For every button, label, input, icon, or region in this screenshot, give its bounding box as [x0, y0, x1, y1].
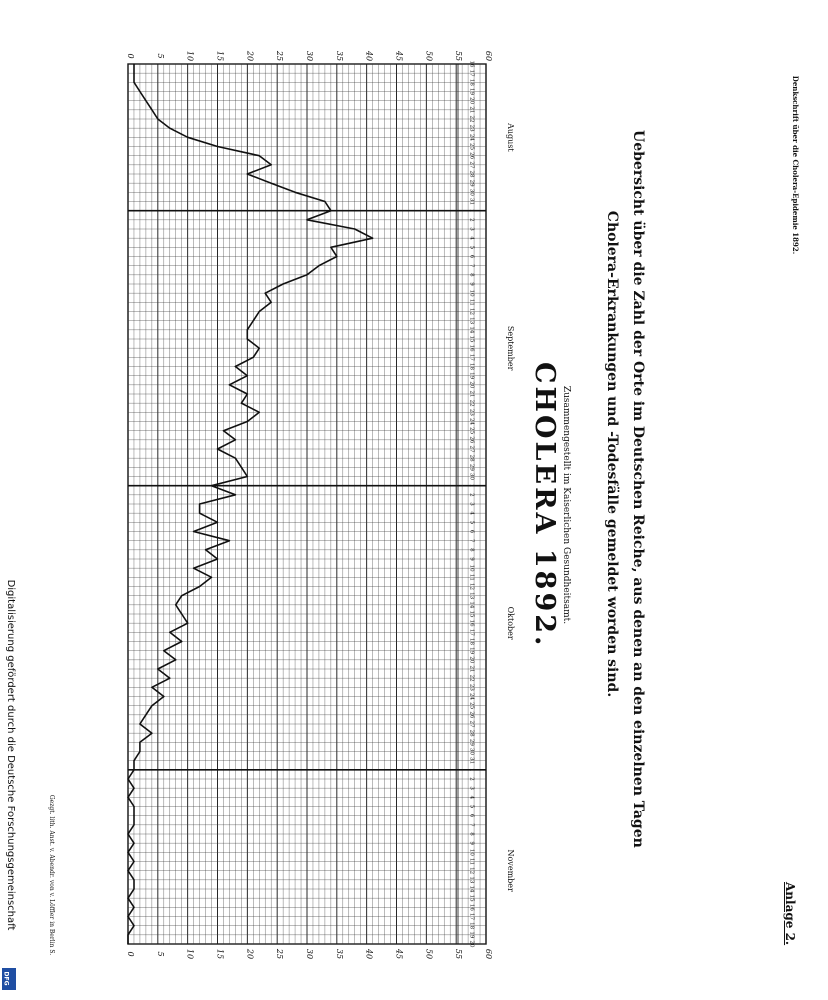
tick-label-top: 60: [484, 50, 493, 62]
page-title: CHOLERA 1892.: [529, 362, 560, 649]
data-point: [157, 668, 158, 669]
day-label: 18: [468, 363, 475, 370]
day-label: 19: [468, 931, 475, 939]
day-label: 5: [468, 245, 475, 250]
day-label: 23: [468, 683, 475, 691]
dfg-logo-text: DFG: [2, 971, 10, 986]
day-label: 14: [468, 885, 475, 893]
day-label: 15: [468, 610, 475, 618]
data-point: [163, 696, 164, 697]
subtitle-line-2: Cholera-Erkrankungen und -Todesfälle gemeldet worden sind.: [604, 210, 620, 698]
tick-label-top: 30: [305, 50, 314, 62]
day-label: 24: [468, 133, 475, 141]
day-label: 12: [468, 867, 475, 875]
day-label: 9: [468, 841, 475, 845]
data-point: [253, 357, 254, 358]
data-point: [133, 769, 134, 770]
day-label: 2: [468, 777, 475, 781]
data-point: [205, 549, 206, 550]
data-point: [133, 806, 134, 807]
data-point: [199, 513, 200, 514]
tick-label-bottom: 30: [305, 948, 314, 960]
data-point: [229, 384, 230, 385]
day-label: 17: [468, 69, 475, 77]
day-label: 13: [468, 876, 475, 884]
dfg-logo: [2, 968, 16, 990]
day-label: 24: [468, 693, 475, 700]
data-point: [199, 586, 200, 587]
day-label: 26: [468, 436, 475, 444]
tick-label-top: 15: [215, 50, 225, 62]
day-label: 4: [468, 236, 475, 240]
day-label: 28: [468, 454, 475, 462]
tick-label-top: 10: [185, 50, 195, 62]
month-label: September: [506, 325, 515, 371]
data-point: [330, 247, 331, 248]
day-label: 4: [468, 511, 475, 515]
data-point: [133, 843, 134, 844]
day-label: 27: [468, 720, 475, 728]
day-label: 3: [468, 786, 475, 790]
data-point: [139, 723, 140, 724]
data-point: [133, 73, 134, 74]
data-point: [241, 403, 242, 404]
data-point: [247, 338, 248, 339]
data-point: [193, 568, 194, 569]
tick-label-bottom: 0: [126, 951, 135, 957]
data-point: [217, 448, 218, 449]
day-label: 9: [468, 557, 475, 561]
day-label: 31: [468, 757, 475, 765]
day-label: 23: [468, 408, 475, 416]
day-label: 19: [468, 372, 475, 380]
data-point: [127, 870, 128, 871]
day-label: 7: [468, 263, 475, 268]
data-point: [127, 934, 128, 935]
data-point: [259, 155, 260, 156]
day-label: 18: [468, 638, 475, 645]
data-point: [175, 659, 176, 660]
day-label: 1: [468, 768, 475, 772]
data-point: [181, 613, 182, 614]
tick-label-top: 5: [155, 53, 165, 59]
data-point: [229, 540, 230, 541]
tick-label-bottom: 55: [454, 948, 464, 960]
day-label: 13: [468, 317, 475, 325]
tick-label-bottom: 10: [185, 948, 195, 960]
data-point: [127, 797, 128, 798]
day-label: 20: [468, 656, 475, 664]
day-label: 19: [468, 88, 475, 95]
tick-label-bottom: 15: [215, 948, 225, 960]
tick-label-bottom: 45: [394, 948, 404, 960]
data-point: [133, 888, 134, 889]
data-point: [133, 760, 134, 761]
day-label: 5: [468, 804, 475, 809]
day-label: 24: [468, 418, 475, 425]
engraver-note: Gezgt. lith. Anst. v. Abendr. von v. Löffler in Berlin S.: [48, 794, 55, 956]
data-point: [187, 137, 188, 138]
day-label: 1: [468, 483, 475, 488]
day-label: 6: [468, 813, 475, 818]
day-label: 11: [468, 858, 475, 865]
day-label: 26: [468, 711, 475, 719]
data-point: [127, 943, 128, 944]
data-point: [127, 898, 128, 899]
data-point: [354, 228, 355, 229]
data-point: [235, 458, 236, 459]
data-point: [133, 63, 134, 64]
data-point: [199, 503, 200, 504]
day-label: 7: [468, 823, 475, 827]
chart-month-labels: [506, 122, 515, 892]
day-label: 8: [468, 273, 475, 277]
day-label: 29: [468, 463, 475, 471]
data-point: [306, 274, 307, 275]
day-label: 4: [468, 795, 475, 800]
header-note: Denkschrift über die Cholera-Epidemie 1892.: [791, 75, 800, 255]
day-label: 29: [468, 179, 475, 187]
data-point: [306, 219, 307, 220]
data-point: [336, 256, 337, 257]
funding-note: Digitalisierung gefördert durch die Deutsche Forschungsgemeinschaft: [5, 579, 16, 931]
data-point: [133, 925, 134, 926]
data-point: [271, 302, 272, 303]
day-label: 27: [468, 161, 475, 169]
data-point: [247, 421, 248, 422]
tick-label-top: 55: [454, 50, 464, 62]
day-label: 3: [468, 227, 475, 231]
data-point: [247, 173, 248, 174]
data-point: [181, 641, 182, 642]
day-label: 16: [468, 60, 475, 68]
data-point: [133, 861, 134, 862]
data-point: [235, 439, 236, 440]
day-label: 14: [468, 326, 475, 334]
data-point: [247, 375, 248, 376]
data-point: [145, 714, 146, 715]
data-point: [127, 916, 128, 917]
data-point: [247, 476, 248, 477]
data-point: [247, 329, 248, 330]
day-label: 17: [468, 628, 475, 636]
tick-label-bottom: 5: [155, 951, 165, 957]
day-label: 16: [468, 619, 475, 627]
tick-label-bottom: 50: [424, 948, 434, 960]
data-point: [133, 824, 134, 825]
day-label: 20: [468, 940, 475, 948]
data-point: [157, 118, 158, 119]
day-label: 5: [468, 520, 475, 525]
data-point: [318, 265, 319, 266]
data-point: [151, 705, 152, 706]
data-point: [223, 430, 224, 431]
data-point: [139, 742, 140, 743]
day-label: 21: [468, 106, 475, 114]
data-point: [253, 320, 254, 321]
data-point: [235, 366, 236, 367]
day-label: 12: [468, 308, 475, 315]
data-point: [163, 650, 164, 651]
day-label: 19: [468, 647, 475, 655]
day-label: 17: [468, 913, 475, 920]
data-point: [259, 412, 260, 413]
day-label: 10: [468, 564, 475, 572]
tick-label-top: 25: [275, 50, 285, 62]
data-point: [294, 192, 295, 193]
data-point: [265, 293, 266, 294]
tick-label-top: 45: [394, 50, 404, 62]
day-label: 31: [468, 198, 475, 205]
day-label: 9: [468, 282, 475, 286]
data-point: [217, 146, 218, 147]
subtitle-line-1: Uebersicht über die Zahl der Orte im Deutschen Reiche, aus denen an den einzelnen Tagen: [630, 130, 646, 848]
data-point: [193, 531, 194, 532]
day-label: 25: [468, 427, 475, 435]
data-point: [271, 183, 272, 184]
data-point: [127, 852, 128, 853]
data-point: [175, 604, 176, 605]
appendix-label: Anlage 2.: [783, 882, 797, 946]
day-label: 16: [468, 344, 475, 352]
data-point: [133, 788, 134, 789]
tick-label-top: 50: [424, 50, 434, 62]
day-label: 11: [468, 298, 475, 306]
compiled-by-note: Zusammengestellt im Kaiserlichen Gesundheitsamt.: [561, 385, 571, 625]
chart-tick-labels: [126, 50, 493, 959]
data-point: [372, 238, 373, 239]
tick-label-bottom: 35: [334, 948, 344, 960]
day-label: 17: [468, 353, 475, 361]
data-point: [169, 128, 170, 129]
day-label: 20: [468, 381, 475, 389]
day-label: 23: [468, 124, 475, 132]
day-label: 30: [468, 473, 475, 480]
day-label: 25: [468, 702, 475, 710]
day-label: 28: [468, 729, 475, 737]
data-point: [151, 733, 152, 734]
data-point: [133, 815, 134, 816]
chart-day-labels: [469, 61, 475, 948]
day-label: 7: [468, 538, 475, 543]
data-point: [181, 595, 182, 596]
day-label: 3: [468, 502, 475, 506]
data-point: [324, 201, 325, 202]
data-point: [241, 467, 242, 468]
tick-label-top: 40: [364, 50, 374, 62]
data-point: [169, 678, 170, 679]
day-label: 18: [468, 922, 475, 930]
data-point: [211, 577, 212, 578]
data-point: [217, 558, 218, 559]
day-label: 13: [468, 592, 475, 600]
data-point: [283, 283, 284, 284]
day-label: 25: [468, 143, 475, 150]
tick-label-bottom: 25: [275, 948, 285, 960]
data-point: [151, 687, 152, 688]
day-label: 20: [468, 97, 475, 105]
data-point: [247, 393, 248, 394]
data-point: [139, 91, 140, 92]
day-label: 8: [468, 548, 475, 552]
day-label: 16: [468, 903, 475, 911]
data-point: [217, 522, 218, 523]
day-label: 2: [468, 493, 475, 497]
day-label: 30: [468, 748, 475, 755]
tick-label-top: 35: [334, 50, 344, 62]
data-point: [133, 879, 134, 880]
data-point: [187, 623, 188, 624]
day-label: 10: [468, 848, 475, 856]
day-label: 15: [468, 894, 475, 902]
day-label: 1: [468, 208, 475, 213]
day-label: 2: [468, 218, 475, 222]
data-point: [139, 751, 140, 752]
day-label: 29: [468, 738, 475, 746]
data-point: [127, 833, 128, 834]
data-point: [169, 632, 170, 633]
day-label: 21: [468, 390, 475, 398]
day-label: 18: [468, 78, 475, 86]
tick-label-bottom: 40: [364, 948, 374, 960]
month-label: August: [506, 123, 515, 152]
day-label: 22: [468, 115, 475, 123]
tick-label-top: 20: [245, 50, 255, 62]
day-label: 8: [468, 832, 475, 836]
day-label: 12: [468, 583, 475, 590]
data-point: [133, 82, 134, 83]
month-label: Oktober: [506, 606, 515, 640]
day-label: 28: [468, 170, 475, 178]
month-label: November: [506, 849, 515, 892]
data-point: [151, 109, 152, 110]
data-point: [133, 907, 134, 908]
data-point: [145, 100, 146, 101]
day-label: 10: [468, 289, 475, 297]
day-label: 14: [468, 601, 475, 609]
data-point: [127, 778, 128, 779]
tick-label-top: 0: [126, 53, 135, 59]
day-label: 6: [468, 254, 475, 259]
day-label: 22: [468, 399, 475, 407]
data-point: [259, 311, 260, 312]
day-label: 27: [468, 445, 475, 453]
data-point: [211, 485, 212, 486]
tick-label-bottom: 20: [245, 948, 255, 960]
day-label: 6: [468, 529, 475, 534]
data-point: [235, 494, 236, 495]
data-point: [259, 348, 260, 349]
day-label: 22: [468, 674, 475, 682]
data-point: [330, 210, 331, 211]
day-label: 26: [468, 152, 475, 160]
day-label: 21: [468, 665, 475, 673]
day-label: 15: [468, 335, 475, 343]
day-label: 30: [468, 188, 475, 196]
data-point: [271, 164, 272, 165]
day-label: 11: [468, 573, 475, 581]
tick-label-bottom: 60: [484, 948, 493, 960]
